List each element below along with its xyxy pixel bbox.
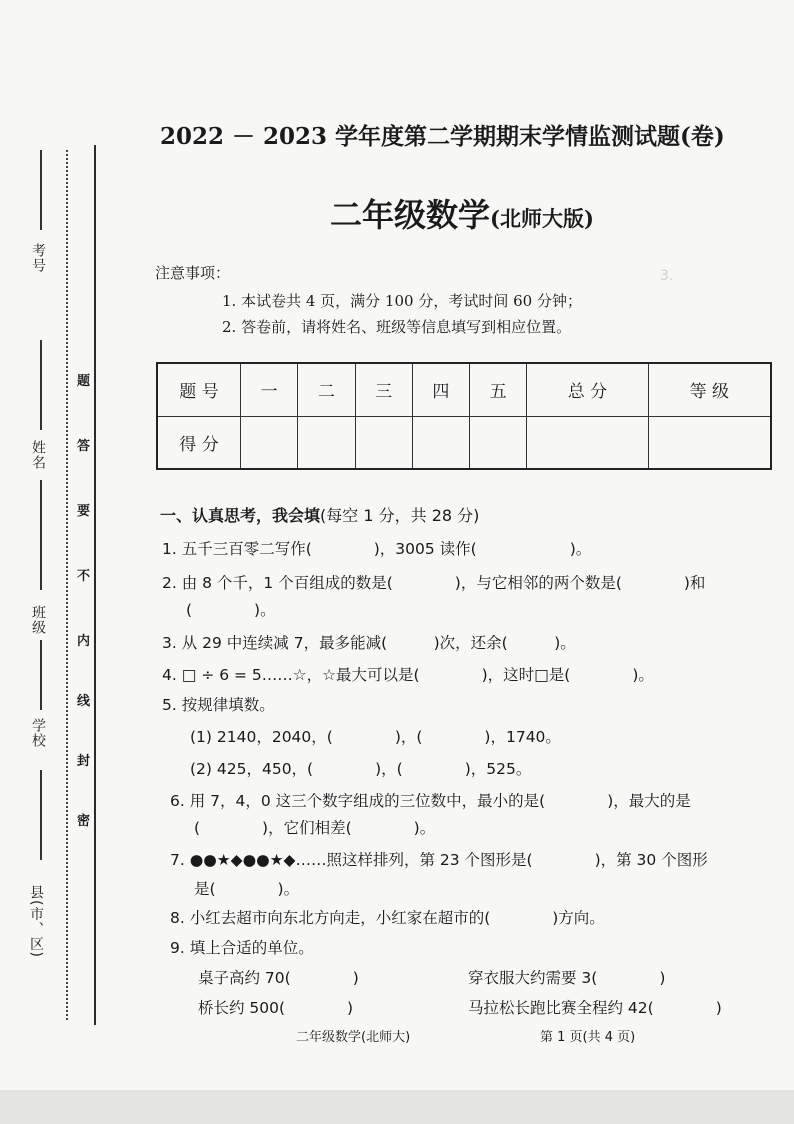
question-1: 1. 五千三百零二写作( )，3005 读作( )。 bbox=[162, 540, 592, 558]
question-5-1: (1) 2140，2040，( )，( )，1740。 bbox=[190, 728, 561, 746]
name-fill-line bbox=[40, 340, 42, 430]
question-4: 4. □ ÷ 6 = 5……☆，☆最大可以是( )，这时□是( )。 bbox=[162, 666, 654, 684]
notes-heading: 注意事项： bbox=[155, 264, 231, 282]
seal-char: 封 bbox=[77, 754, 91, 769]
exam-no-label: 考号 bbox=[30, 243, 46, 273]
school-label: 学校 bbox=[30, 718, 46, 748]
subject-name: 二年级数学 bbox=[330, 196, 491, 234]
note-item: 2. 答卷前，请将姓名、班级等信息填写到相应位置。 bbox=[222, 318, 572, 336]
score-table-cell: 二 bbox=[298, 363, 355, 416]
score-table-cell: 等 级 bbox=[648, 363, 771, 416]
subject-edition: (北师大版) bbox=[490, 206, 594, 231]
county-label: 县(市、区) bbox=[28, 885, 44, 958]
question-7: 7. ●●★◆●●★◆……照这样排列，第 23 个图形是( )，第 30 个图形 bbox=[170, 851, 708, 869]
score-input-cell[interactable] bbox=[241, 416, 298, 469]
exam-no-fill-line bbox=[40, 150, 42, 230]
seal-char: 答 bbox=[77, 439, 91, 454]
question-5-2: (2) 425，450，( )，( )，525。 bbox=[190, 760, 532, 778]
score-table-header-row bbox=[157, 363, 771, 416]
question-9: 9. 填上合适的单位。 bbox=[170, 939, 314, 957]
subject-title bbox=[330, 190, 594, 236]
class-label: 班级 bbox=[30, 605, 46, 635]
score-table bbox=[156, 362, 772, 470]
seal-char: 线 bbox=[77, 694, 91, 709]
note-item: 1. 本试卷共 4 页，满分 100 分，考试时间 60 分钟； bbox=[222, 292, 582, 310]
score-table-cell: 题 号 bbox=[157, 363, 241, 416]
seal-char: 要 bbox=[77, 504, 91, 519]
score-table-cell: 三 bbox=[355, 363, 412, 416]
footer-subject: 二年级数学(北师大) bbox=[296, 1030, 411, 1045]
question-9-item: 马拉松长跑比赛全程约 42( ) bbox=[468, 999, 722, 1017]
seal-char: 题 bbox=[77, 374, 91, 389]
page-number: 第 1 页(共 4 页) bbox=[540, 1030, 636, 1045]
question-2: 2. 由 8 个千，1 个百组成的数是( )，与它相邻的两个数是( )和 bbox=[162, 574, 706, 592]
school-fill-line bbox=[40, 640, 42, 710]
name-label: 姓名 bbox=[30, 440, 46, 470]
seal-char: 密 bbox=[77, 814, 91, 829]
question-6: 6. 用 7，4，0 这三个数字组成的三位数中，最小的是( )，最大的是 bbox=[170, 792, 691, 810]
score-table-cell: 总 分 bbox=[527, 363, 648, 416]
question-6-cont: ( )，它们相差( )。 bbox=[194, 819, 436, 837]
section-note: (每空 1 分，共 28 分) bbox=[320, 506, 480, 525]
score-input-cell[interactable] bbox=[412, 416, 469, 469]
class-fill-line bbox=[40, 480, 42, 590]
score-table-cell: 得 分 bbox=[157, 416, 241, 469]
question-9-item: 桥长约 500( ) bbox=[198, 999, 354, 1017]
scan-border bbox=[0, 1090, 794, 1124]
score-table-cell: 一 bbox=[241, 363, 298, 416]
score-input-cell[interactable] bbox=[298, 416, 355, 469]
section-heading bbox=[160, 503, 479, 526]
seal-char: 不 bbox=[77, 569, 91, 584]
score-table-cell: 五 bbox=[470, 363, 527, 416]
seal-char: 内 bbox=[77, 634, 91, 649]
question-5: 5. 按规律填数。 bbox=[162, 696, 275, 714]
seal-solid-line bbox=[94, 145, 96, 1025]
question-2-cont: ( )。 bbox=[186, 601, 276, 619]
exam-title: 2022 － 2023 学年度第二学期期末学情监测试题(卷) bbox=[160, 123, 725, 150]
question-9-item: 桌子高约 70( ) bbox=[198, 969, 359, 987]
score-table-cell: 四 bbox=[412, 363, 469, 416]
question-9-item: 穿衣服大约需要 3( ) bbox=[468, 969, 666, 987]
score-input-cell[interactable] bbox=[648, 416, 771, 469]
question-8: 8. 小红去超市向东北方向走，小红家在超市的( )方向。 bbox=[170, 909, 605, 927]
score-table-score-row bbox=[157, 416, 771, 469]
score-input-cell[interactable] bbox=[527, 416, 648, 469]
score-input-cell[interactable] bbox=[355, 416, 412, 469]
section-title: 一、认真思考，我会填 bbox=[160, 506, 321, 525]
question-3: 3. 从 29 中连续减 7，最多能减( )次，还余( )。 bbox=[162, 634, 576, 652]
county-fill-line bbox=[40, 770, 42, 860]
question-7-cont: 是( )。 bbox=[194, 880, 300, 898]
seal-dotted-line bbox=[66, 150, 68, 1020]
bleed-through-mark: 3. bbox=[660, 268, 674, 284]
score-input-cell[interactable] bbox=[470, 416, 527, 469]
